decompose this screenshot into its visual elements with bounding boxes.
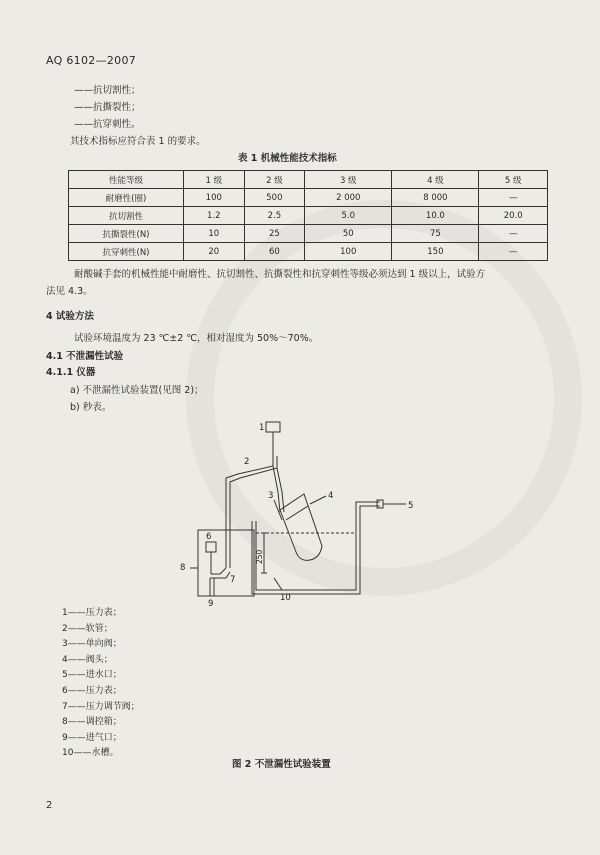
diagram-label-2: 2 <box>244 457 250 467</box>
instrument-item: b) 秒表。 <box>70 402 112 413</box>
table-cell: 抗穿刺性(N) <box>69 243 184 261</box>
table-cell: 25 <box>244 225 305 243</box>
mechanical-performance-table <box>68 170 548 261</box>
hose <box>226 456 273 568</box>
table-caption: 表 1 机械性能技术指标 <box>238 153 337 164</box>
legend-item: 9——进气口； <box>62 732 122 743</box>
diagram-label-8: 8 <box>180 563 186 573</box>
table-cell: 8 000 <box>392 189 479 207</box>
table-cell: 1.2 <box>184 207 245 225</box>
figure-legend <box>62 606 140 762</box>
table-cell: 20.0 <box>479 207 548 225</box>
diagram-label-7: 7 <box>230 575 236 585</box>
table-cell: 10.0 <box>392 207 479 225</box>
table-cell: 2 000 <box>305 189 392 207</box>
table-cell: 10 <box>184 225 245 243</box>
diagram-label-6: 6 <box>206 532 212 542</box>
legend-item: 5——进水口； <box>62 670 122 681</box>
table-row <box>69 243 548 261</box>
pressure-regulating-valve <box>210 572 230 578</box>
table-cell: — <box>479 225 548 243</box>
legend-item: 2——软管； <box>62 623 113 634</box>
table-header-cell: 4 级 <box>392 171 479 189</box>
table-header-cell: 性能等级 <box>69 171 184 189</box>
intro-item: ——抗撕裂性； <box>74 102 141 113</box>
subsection-heading: 4.1 不泄漏性试验 <box>46 351 124 362</box>
instrument-item: a) 不泄漏性试验装置(见图 2)； <box>70 385 204 396</box>
diagram-label-10: 10 <box>280 593 291 603</box>
pressure-gauge-1 <box>266 422 280 432</box>
table-cell: 抗撕裂性(N) <box>69 225 184 243</box>
intro-item: ——抗切割性； <box>74 85 141 96</box>
water-tank <box>252 521 360 594</box>
table-header-cell: 2 级 <box>244 171 305 189</box>
requirement-text: 其技术指标应符合表 1 的要求。 <box>70 136 206 147</box>
note-text: 耐酸碱手套的机械性能中耐磨性、抗切割性、抗撕裂性和抗穿刺性等级必须达到 1 级以上，试验方 <box>74 269 486 280</box>
table-cell: — <box>479 189 548 207</box>
table-header-cell: 1 级 <box>184 171 245 189</box>
legend-item: 8——调控箱； <box>62 717 122 728</box>
table-cell: 150 <box>392 243 479 261</box>
pressure-gauge-6 <box>206 542 216 552</box>
table-header-row <box>69 171 548 189</box>
legend-item: 10——水槽。 <box>62 748 119 759</box>
environment-text: 试验环境温度为 23 ℃±2 ℃，相对湿度为 50%～70%。 <box>74 333 319 344</box>
leak-test-apparatus-diagram <box>170 418 420 608</box>
diagram-label-1: 1 <box>259 423 265 433</box>
note-text: 法见 4.3。 <box>46 286 93 297</box>
diagram-label-3: 3 <box>268 491 274 501</box>
intro-item: ——抗穿刺性。 <box>74 119 141 130</box>
table-cell: 60 <box>244 243 305 261</box>
table-cell: 5.0 <box>305 207 392 225</box>
page-number: 2 <box>46 800 53 811</box>
legend-item: 4——阀头； <box>62 654 113 665</box>
table-cell: 20 <box>184 243 245 261</box>
table-cell: 耐磨性(圈) <box>69 189 184 207</box>
legend-item: 1——压力表； <box>62 608 122 618</box>
section-heading: 4 试验方法 <box>46 311 94 322</box>
dimension-label: 250 <box>255 549 264 564</box>
legend-item: 7——压力调节阀； <box>62 701 140 712</box>
table-cell: 50 <box>305 225 392 243</box>
table-cell: 抗切割性 <box>69 207 184 225</box>
table-row <box>69 207 548 225</box>
table-cell: 2.5 <box>244 207 305 225</box>
legend-item: 6——压力表； <box>62 685 122 696</box>
table-cell: — <box>479 243 548 261</box>
table-cell: 500 <box>244 189 305 207</box>
diagram-label-9: 9 <box>208 599 214 608</box>
diagram-label-4: 4 <box>328 491 334 501</box>
legend-item: 3——单向阀； <box>62 639 122 650</box>
subsection-heading: 4.1.1 仪器 <box>46 367 96 378</box>
table-cell: 75 <box>392 225 479 243</box>
standard-code: AQ 6102—2007 <box>46 54 137 67</box>
table-cell: 100 <box>184 189 245 207</box>
valve-head-glove <box>280 494 322 560</box>
table-header-cell: 5 级 <box>479 171 548 189</box>
table-header-cell: 3 级 <box>305 171 392 189</box>
table-row <box>69 189 548 207</box>
table-row <box>69 225 548 243</box>
table-cell: 100 <box>305 243 392 261</box>
figure-caption: 图 2 不泄漏性试验装置 <box>232 759 331 770</box>
diagram-label-5: 5 <box>408 501 414 511</box>
